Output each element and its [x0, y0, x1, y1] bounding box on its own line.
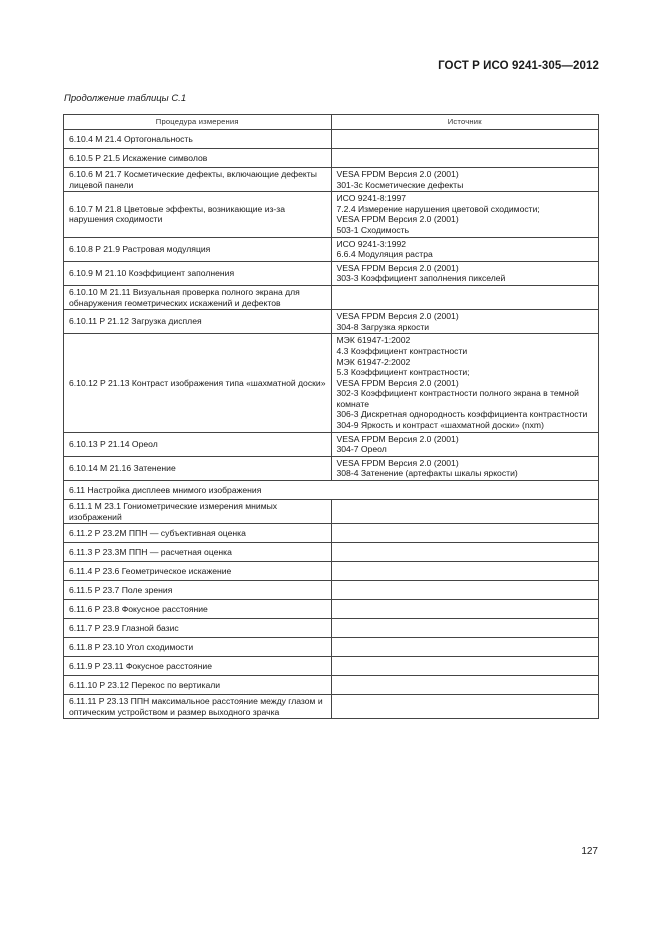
source-cell: [331, 638, 599, 657]
table-row: [64, 562, 599, 581]
table-row: [64, 657, 599, 676]
column-header-source: Источник: [331, 115, 599, 130]
procedure-cell: 6.11.6 P 23.8 Фокусное расстояние: [64, 600, 332, 619]
procedure-cell: 6.10.8 P 21.9 Растровая модуляция: [64, 237, 332, 261]
source-cell: VESA FPDM Версия 2.0 (2001) 308-4 Затенение (артефакты шкалы яркости): [331, 456, 599, 480]
source-cell: МЭК 61947-1:2002 4.3 Коэффициент контрастности МЭК 61947-2:2002 5.3 Коэффициент контрастности; VESA FPDM Версия 2.0 (2001) 302-3 Коэффициент контрастности полного экрана в темной комнате 306-3 Дискретная однородность коэффициента контрастности 304-9 Яркость и контраст «шахматной доски» (nxm): [331, 334, 599, 432]
source-cell: [331, 657, 599, 676]
page-number: 127: [581, 846, 598, 857]
table-row: [64, 130, 599, 149]
source-cell: VESA FPDM Версия 2.0 (2001) 301-3с Косметические дефекты: [331, 168, 599, 192]
table-row: [64, 524, 599, 543]
source-cell: [331, 600, 599, 619]
procedure-cell: 6.11.7 P 23.9 Глазной базис: [64, 619, 332, 638]
measurement-table: [63, 114, 599, 719]
table-row: [64, 168, 599, 192]
table-row: [64, 456, 599, 480]
source-cell: [331, 524, 599, 543]
table-row: [64, 285, 599, 309]
procedure-cell: 6.10.6 M 21.7 Косметические дефекты, включающие дефекты лицевой панели: [64, 168, 332, 192]
table-row: [64, 261, 599, 285]
table-row: [64, 695, 599, 719]
table-row: [64, 676, 599, 695]
procedure-cell: 6.11.3 P 23.3M ППН — расчетная оценка: [64, 543, 332, 562]
source-cell: ИСО 9241-3:1992 6.6.4 Модуляция растра: [331, 237, 599, 261]
procedure-cell: 6.10.4 M 21.4 Ортогональность: [64, 130, 332, 149]
table-row: [64, 581, 599, 600]
procedure-cell: 6.11.10 P 23.12 Перекос по вертикали: [64, 676, 332, 695]
table-header-row: [64, 115, 599, 130]
document-code: ГОСТ Р ИСО 9241-305—2012: [438, 60, 599, 72]
table-row: [64, 334, 599, 432]
procedure-cell: 6.10.10 M 21.11 Визуальная проверка полного экрана для обнаружения геометрических искажений и дефектов: [64, 285, 332, 309]
table-row: [64, 638, 599, 657]
source-cell: [331, 285, 599, 309]
source-cell: [331, 581, 599, 600]
table-row: [64, 500, 599, 524]
table-row: [64, 543, 599, 562]
procedure-cell: 6.10.9 M 21.10 Коэффициент заполнения: [64, 261, 332, 285]
procedure-cell: 6.10.5 P 21.5 Искажение символов: [64, 149, 332, 168]
table-row: [64, 192, 599, 237]
procedure-cell: 6.10.11 P 21.12 Загрузка дисплея: [64, 310, 332, 334]
procedure-cell: 6.10.13 P 21.14 Ореол: [64, 432, 332, 456]
source-cell: [331, 619, 599, 638]
procedure-cell: 6.11.11 P 23.13 ППН максимальное расстояние между глазом и оптическим устройством и размер выходного зрачка: [64, 695, 332, 719]
procedure-cell: 6.11.5 P 23.7 Поле зрения: [64, 581, 332, 600]
procedure-cell: 6.11.9 P 23.11 Фокусное расстояние: [64, 657, 332, 676]
table-row: [64, 149, 599, 168]
source-cell: VESA FPDM Версия 2.0 (2001) 304-8 Загрузка яркости: [331, 310, 599, 334]
source-cell: [331, 149, 599, 168]
source-cell: [331, 676, 599, 695]
source-cell: [331, 543, 599, 562]
source-cell: VESA FPDM Версия 2.0 (2001) 303-3 Коэффициент заполнения пикселей: [331, 261, 599, 285]
table-row: [64, 619, 599, 638]
table-row: [64, 310, 599, 334]
source-cell: VESA FPDM Версия 2.0 (2001) 304-7 Ореол: [331, 432, 599, 456]
procedure-cell: 6.11.8 P 23.10 Угол сходимости: [64, 638, 332, 657]
procedure-cell: 6.10.12 P 21.13 Контраст изображения типа «шахматной доски»: [64, 334, 332, 432]
source-cell: [331, 562, 599, 581]
section-row: [64, 481, 599, 500]
procedure-cell: 6.10.14 M 21.16 Затенение: [64, 456, 332, 480]
procedure-cell: 6.11.2 P 23.2M ППН — субъективная оценка: [64, 524, 332, 543]
source-cell: [331, 695, 599, 719]
table-row: [64, 237, 599, 261]
source-cell: [331, 130, 599, 149]
procedure-cell: 6.11.1 M 23.1 Гониометрические измерения мнимых изображений: [64, 500, 332, 524]
source-cell: [331, 500, 599, 524]
source-cell: ИСО 9241-8:1997 7.2.4 Измерение нарушения цветовой сходимости; VESA FPDM Версия 2.0 (2001) 503-1 Сходимость: [331, 192, 599, 237]
procedure-cell: 6.11.4 P 23.6 Геометрическое искажение: [64, 562, 332, 581]
table-row: [64, 432, 599, 456]
table-row: [64, 600, 599, 619]
section-cell: 6.11 Настройка дисплеев мнимого изображения: [64, 481, 599, 500]
table-caption: Продолжение таблицы С.1: [64, 93, 187, 104]
column-header-procedure: Процедура измерения: [64, 115, 332, 130]
procedure-cell: 6.10.7 M 21.8 Цветовые эффекты, возникающие из-за нарушения сходимости: [64, 192, 332, 237]
